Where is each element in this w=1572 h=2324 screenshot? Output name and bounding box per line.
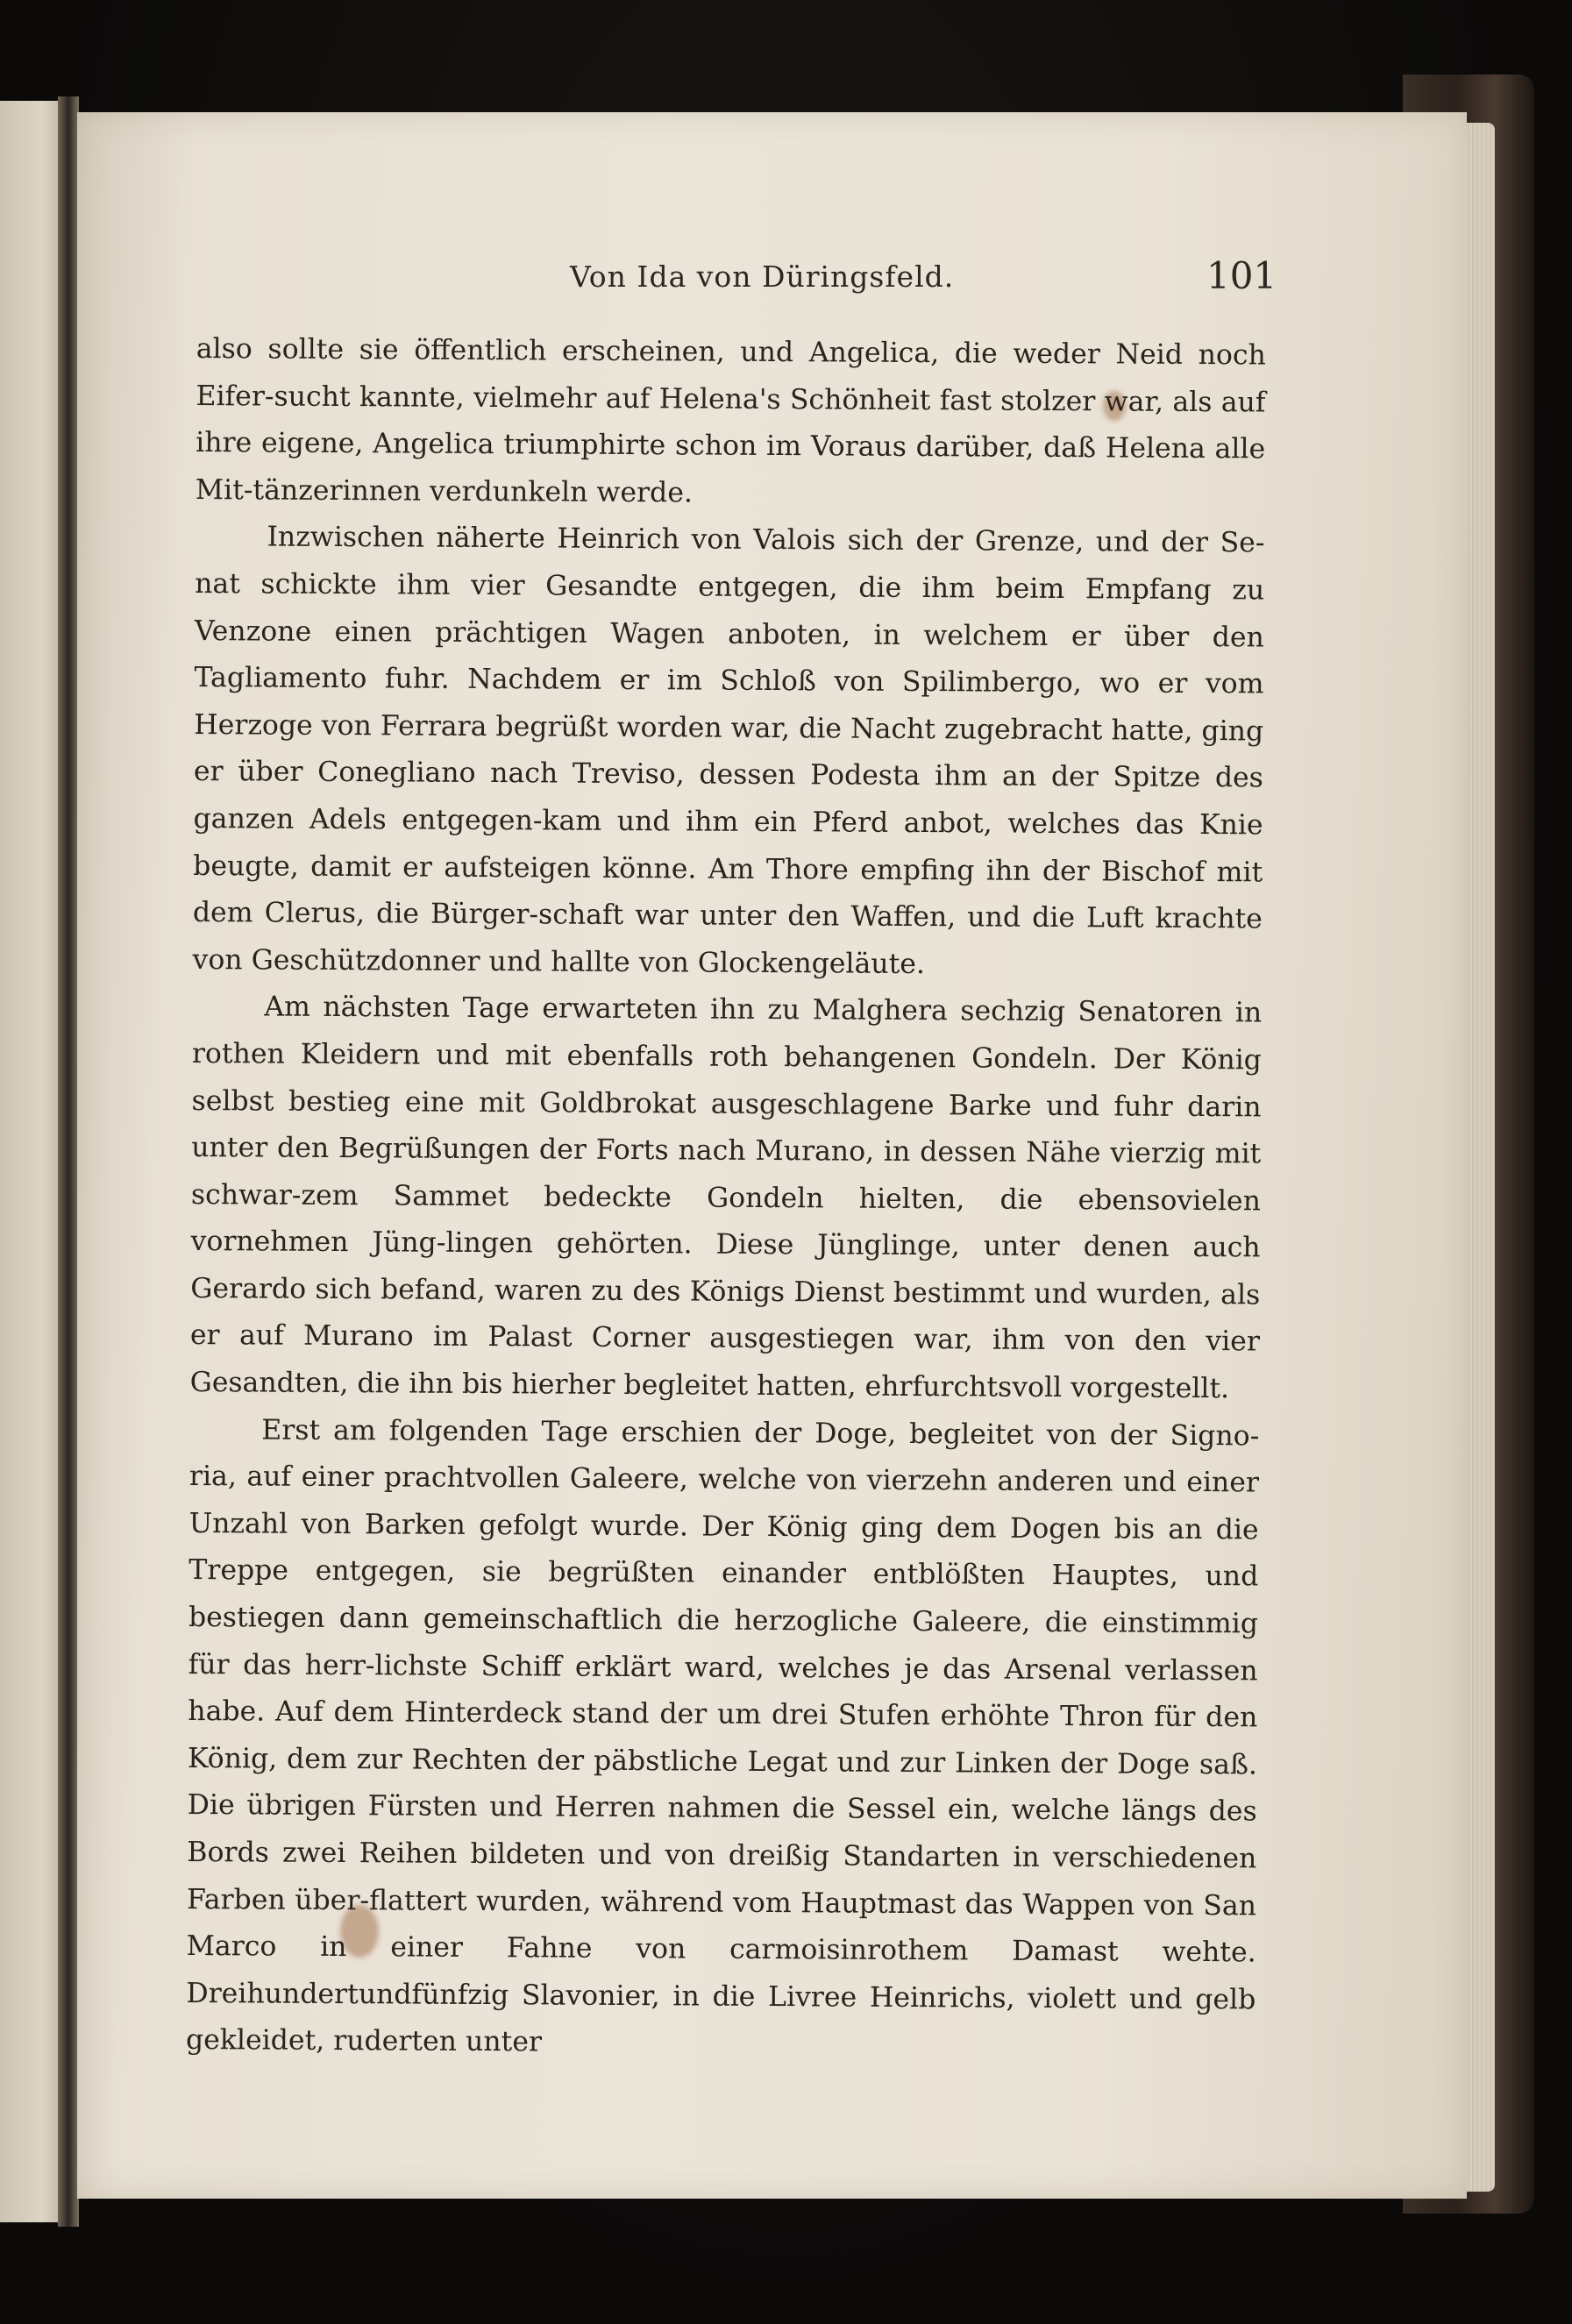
paragraph: also sollte sie öffentlich erscheinen, und Angelica, die weder Neid noch Eifer-sucht kannte, vielmehr auf Helena's Schönheit fast stolzer war, als auf ihre eigene, Angelica triumphirte schon im Voraus darüber, daß Helena alle Mit-tänzerinnen verdunkeln werde. bbox=[195, 332, 1266, 509]
paragraph: Inzwischen näherte Heinrich von Valois sich der Grenze, und der Se-nat schickte ihm vier Gesandte entgegen, die ihm beim Empfang zu Venzone einen prächtigen Wagen anboten, in welchem er über den Tagliamento fuhr. Nachdem er im Schloß von Spilimbergo, wo er vom Herzoge von Ferrara begrüßt worden war, die Nacht zugebracht hatte, ging er über Conegliano nach Treviso, dessen Podesta ihm an der Spitze des ganzen Adels entgegen-kam und ihm ein Pferd anbot, welches das Knie beugte, damit er aufsteigen könne. Am Thore empfing ihn der Bischof mit dem Clerus, die Bürger-schaft war unter den Waffen, und die Luft krachte von Geschützdonner und hallte von Glockengeläute. bbox=[192, 521, 1265, 980]
running-head-title: Von Ida von Düringsfeld. bbox=[570, 259, 955, 294]
body-text bbox=[186, 326, 1266, 2071]
page-number: 101 bbox=[1206, 254, 1277, 297]
book-gutter bbox=[58, 96, 79, 2227]
paragraph: Am nächsten Tage erwarteten ihn zu Malghera sechzig Senatoren in rothen Kleidern und mit ebenfalls roth behangenen Gondeln. Der König selbst bestieg eine mit Goldbrokat ausgeschlagene Barke und fuhr darin unter den Begrüßungen der Forts nach Murano, in dessen Nähe vierzig mit schwar-zem Sammet bedeckte Gondeln hielten, die ebensovielen vornehmen Jüng-lingen gehörten. Diese Jünglinge, unter denen auch Gerardo sich befand, waren zu des Königs Dienst bestimmt und wurden, als er auf Murano im Palast Corner ausgestiegen war, ihm von den vier Gesandten, die ihn bis hierher begleitet hatten, ehrfurchtsvoll vorgestellt. bbox=[189, 991, 1263, 1405]
paragraph: Erst am folgenden Tage erschien der Doge, begleitet von der Signo-ria, auf einer prachtvollen Galeere, welche von vierzehn anderen und einer Unzahl von Barken gefolgt wurde. Der König ging dem Dogen bis an die Treppe entgegen, sie begrüßten einander entblößten Hauptes, und bestiegen dann gemeinschaftlich die herzogliche Galeere, die einstimmig für das herr-lichste Schiff erklärt ward, welches je das Arsenal verlassen habe. Auf dem Hinterdeck stand der um drei Stufen erhöhte Thron für den König, dem zur Rechten der päbstliche Legat und zur Linken der Doge saß. Die übrigen Fürsten und Herren nahmen die Sessel ein, welche längs des Bords zwei Reihen bildeten und von dreißig Standarten in verschiedenen Farben über-flattert wurden, während vom Hauptmast das Wappen von San Marco in einer Fahne von carmoisinrothem Damast wehte. Dreihundertundfünfzig Slavonier, in die Livree Heinrichs, violett und gelb gekleidet, ruderten unter bbox=[185, 1414, 1260, 2058]
running-head bbox=[0, 254, 1572, 307]
